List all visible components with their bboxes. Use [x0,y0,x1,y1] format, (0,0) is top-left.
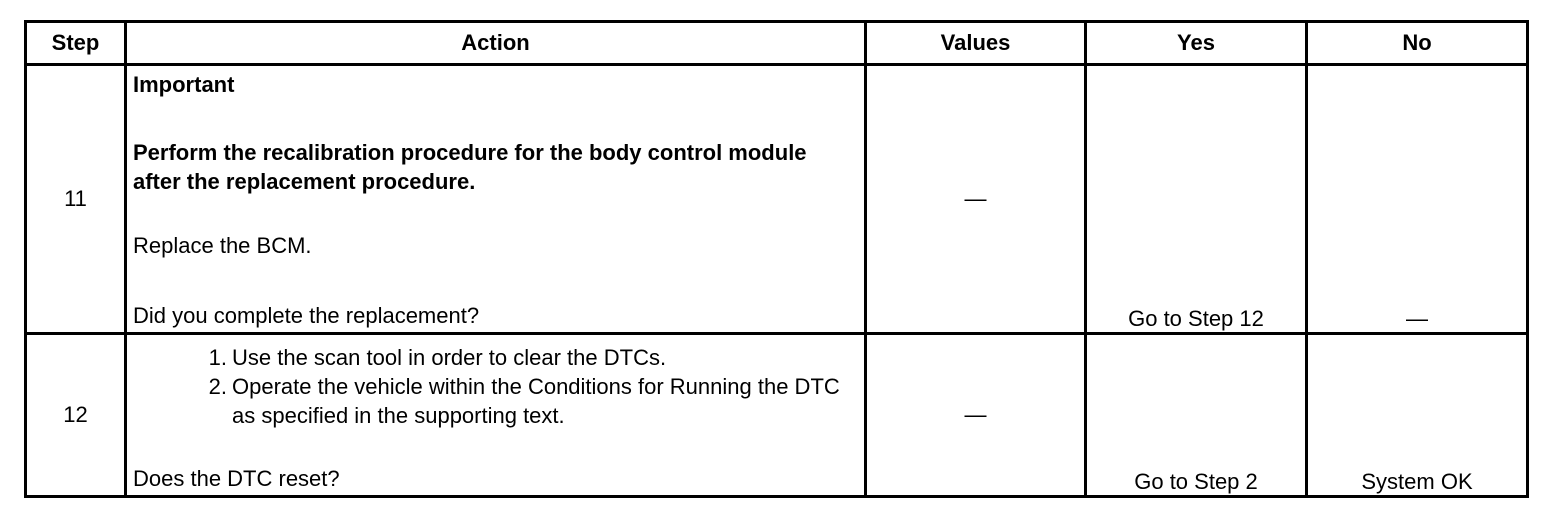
header-row [26,22,1528,65]
yes-cell: Go to Step 12 [1086,65,1307,334]
substep-text: Use the scan tool in order to clear the DTCs. [232,345,667,370]
header-yes: Yes [1086,22,1307,65]
step-number: 11 [26,65,126,334]
action-cell [126,334,866,497]
header-action: Action [126,22,866,65]
action-question: Did you complete the replacement? [133,303,480,328]
action-question: Does the DTC reset? [133,466,340,491]
no-cell: System OK [1307,334,1528,497]
list-item [133,343,858,372]
values-cell: — [866,334,1086,497]
action-cell [126,65,866,334]
important-note: Perform the recalibration procedure for the body control module after the replacement procedure. [133,140,807,194]
substep-number: 1. [208,345,227,370]
important-title: Important [133,72,235,97]
yes-cell: Go to Step 2 [1086,334,1307,497]
substep-list [133,343,858,430]
table-row [26,65,1528,334]
table-row [26,334,1528,497]
diagnostic-procedure-table [24,20,1529,498]
header-step: Step [26,22,126,65]
substep-text: Operate the vehicle within the Conditions for Running the DTC as specified in the supporting text. [232,374,840,428]
step-number: 12 [26,334,126,497]
action-instruction: Replace the BCM. [133,233,312,258]
no-cell: — [1307,65,1528,334]
list-item [133,372,858,430]
header-no: No [1307,22,1528,65]
values-cell: — [866,65,1086,334]
substep-number: 2. [208,374,227,399]
header-values: Values [866,22,1086,65]
